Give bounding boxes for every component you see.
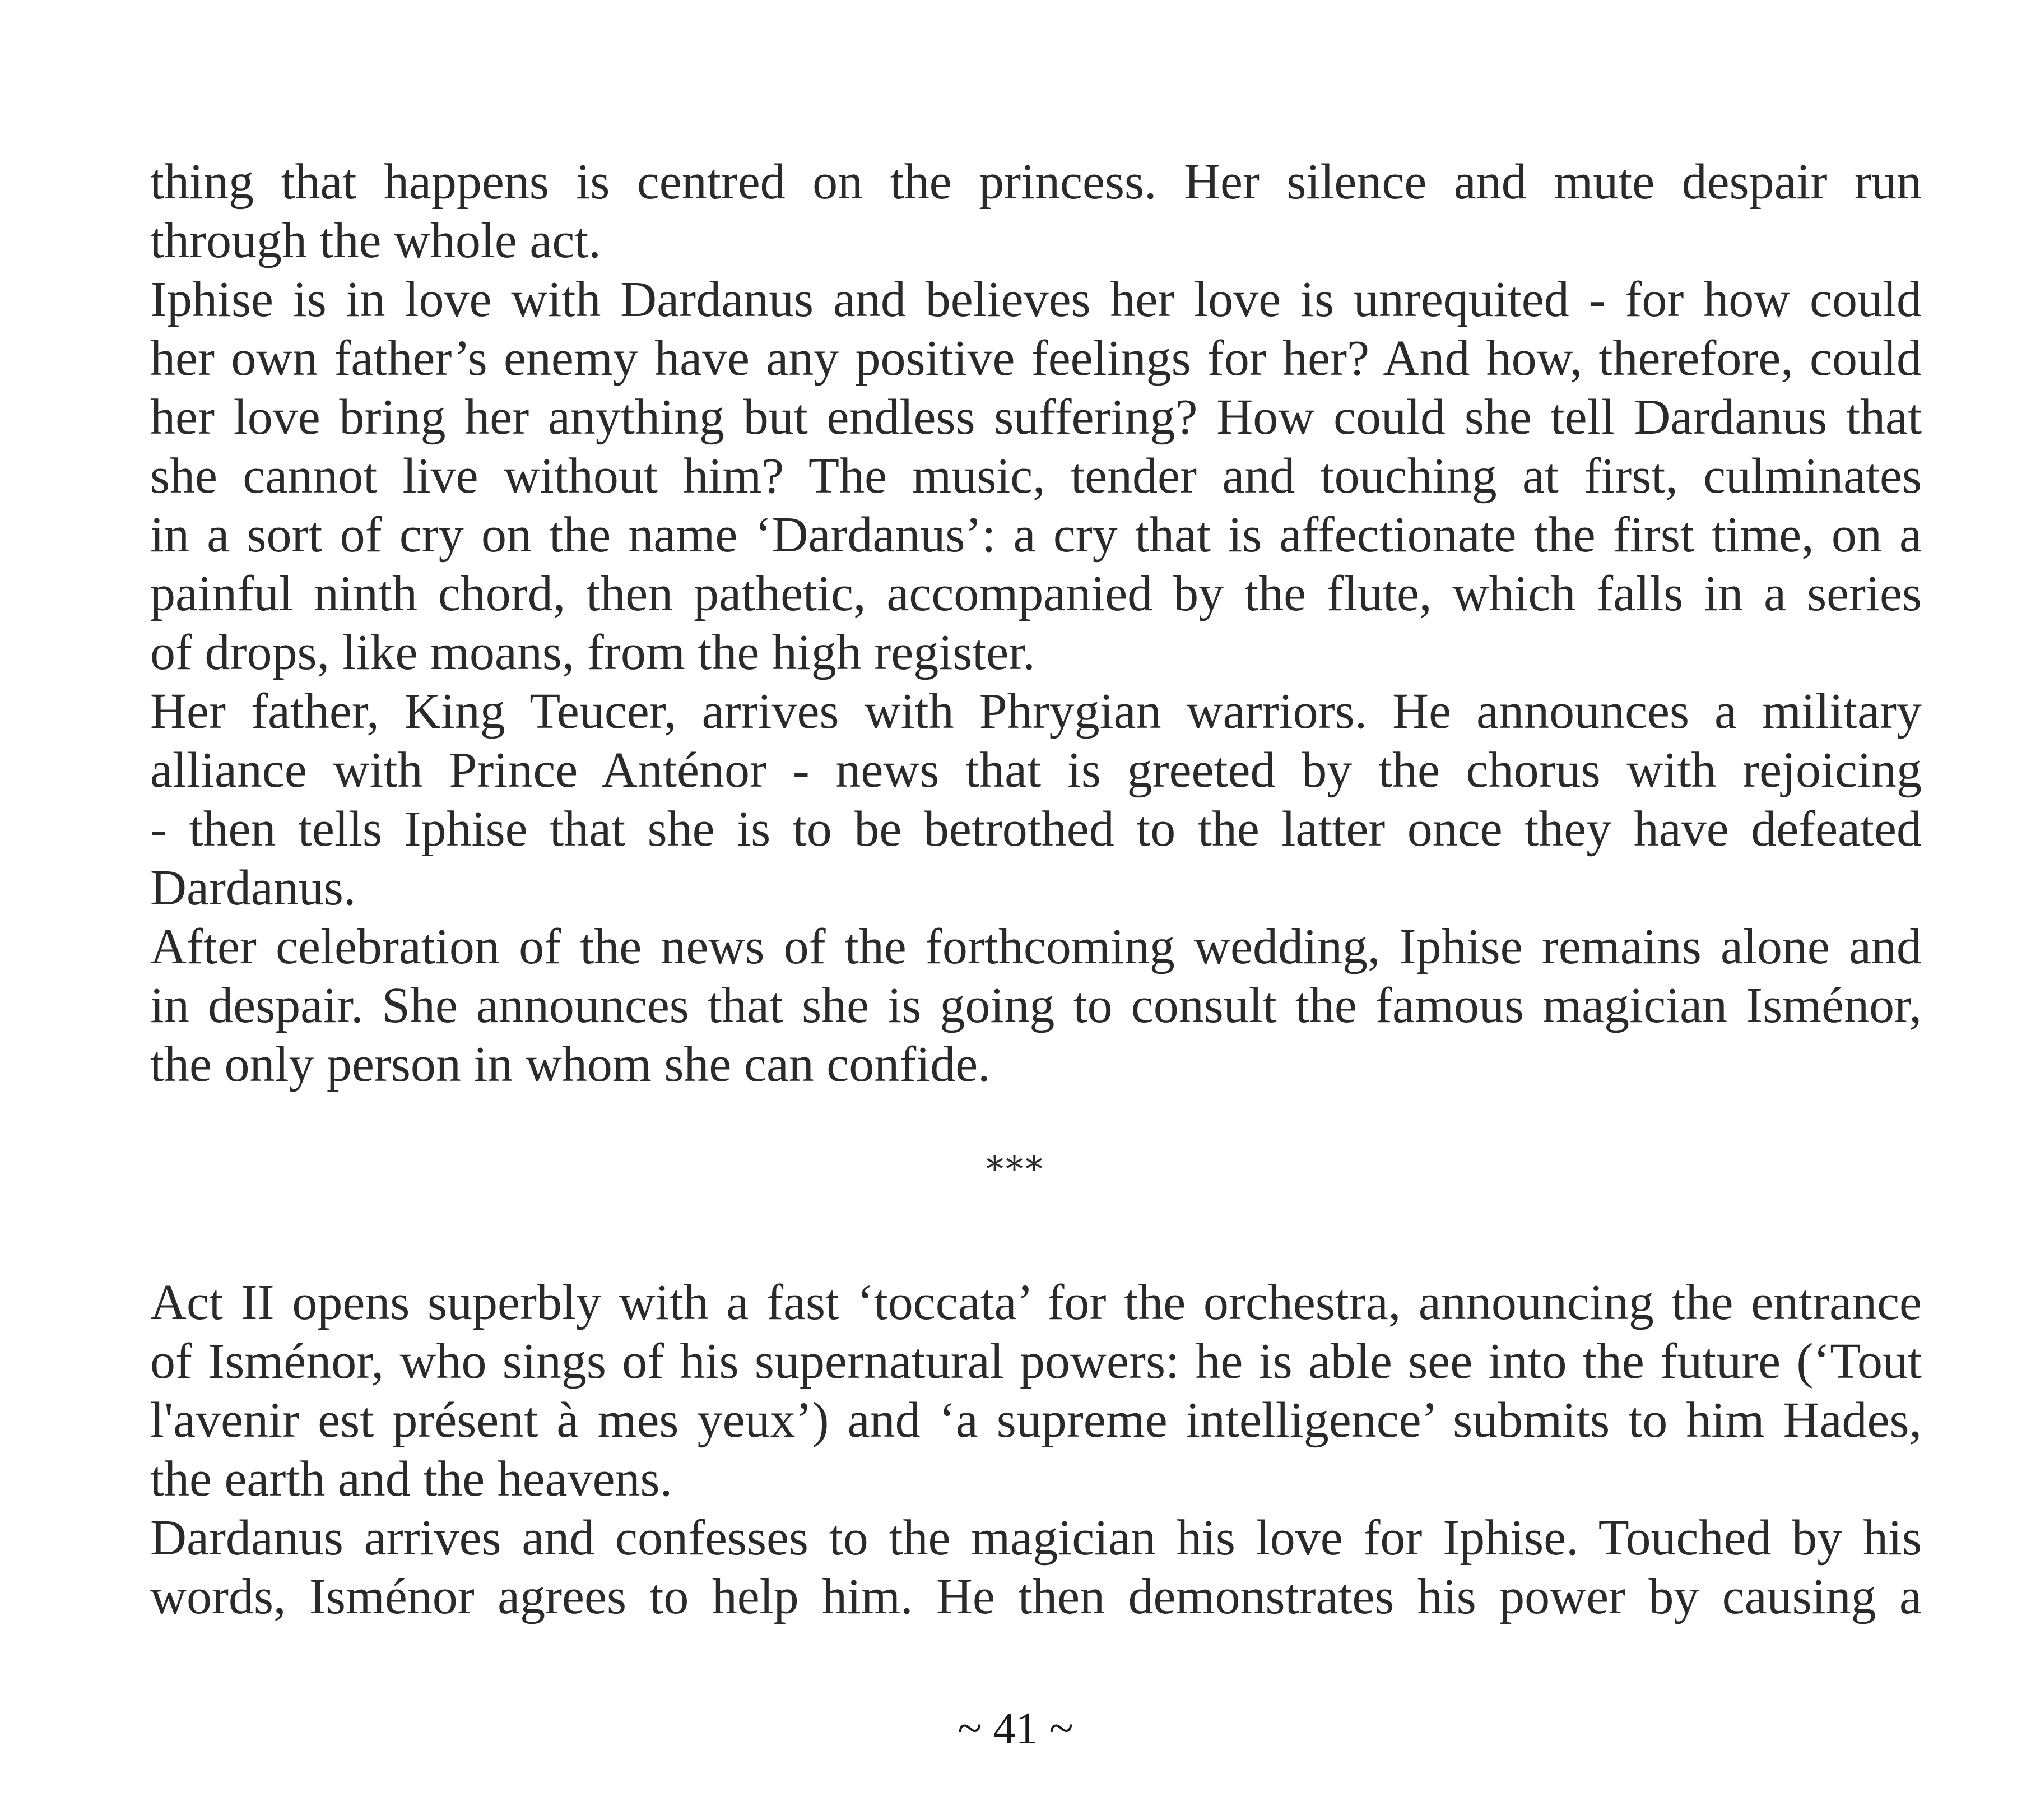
text-line: Her father, King Teucer, arrives with Phrygian warriors. He announces a military [150,684,1922,739]
text-line: Iphise is in love with Dardanus and believes her love is unrequited - for how could [150,272,1922,327]
text-line: in a sort of cry on the name ‘Dardanus’: a cry that is affectionate the first time, on a [150,507,1922,563]
text-line: painful ninth chord, then pathetic, accompanied by the flute, which falls in a series [150,566,1922,621]
paragraph [150,270,1922,682]
text-line: thing that happens is centred on the princess. Her silence and mute despair run [150,154,1922,210]
paragraph [150,682,1922,917]
text-line: - then tells Iphise that she is to be betrothed to the latter once they have defeated [150,801,1922,857]
body-text-part-1 [150,152,1922,1094]
text-line: she cannot live without him? The music, tender and touching at first, culminates [150,448,1922,504]
text-line: the earth and the heavens. [150,1451,673,1507]
text-line: her love bring her anything but endless suffering? How could she tell Dardanus that [150,389,1922,445]
text-line: Act II opens superbly with a fast ‘toccata’ for the orchestra, announcing the entrance [150,1275,1922,1330]
text-line: Dardanus. [150,860,356,916]
paragraph [150,1508,1922,1626]
body-text-part-2 [150,1273,1922,1626]
text-line: of drops, like moans, from the high register. [150,625,1035,680]
paragraph [150,152,1922,270]
text-line: l'avenir est présent à mes yeux’) and ‘a supreme intelligence’ submits to him Hades, [150,1392,1922,1448]
text-line: of Isménor, who sings of his supernatural powers: he is able see into the future (‘Tout [150,1334,1922,1389]
text-line: through the whole act. [150,213,601,268]
text-line: Dardanus arrives and confesses to the magician his love for Iphise. Touched by his [150,1510,1922,1566]
paragraph [150,917,1922,1094]
section-separator: *** [986,1149,1045,1190]
text-line: the only person in whom she can confide. [150,1037,991,1092]
text-line: her own father’s enemy have any positive feelings for her? And how, therefore, could [150,331,1922,386]
paragraph [150,1273,1922,1508]
text-line: in despair. She announces that she is going to consult the famous magician Isménor, [150,978,1922,1033]
text-line: words, Isménor agrees to help him. He then demonstrates his power by causing a [150,1569,1922,1624]
text-line: After celebration of the news of the forthcoming wedding, Iphise remains alone and [150,919,1922,974]
text-line: alliance with Prince Anténor - news that is greeted by the chorus with rejoicing [150,742,1922,798]
page-number: ~ 41 ~ [958,1704,1073,1753]
